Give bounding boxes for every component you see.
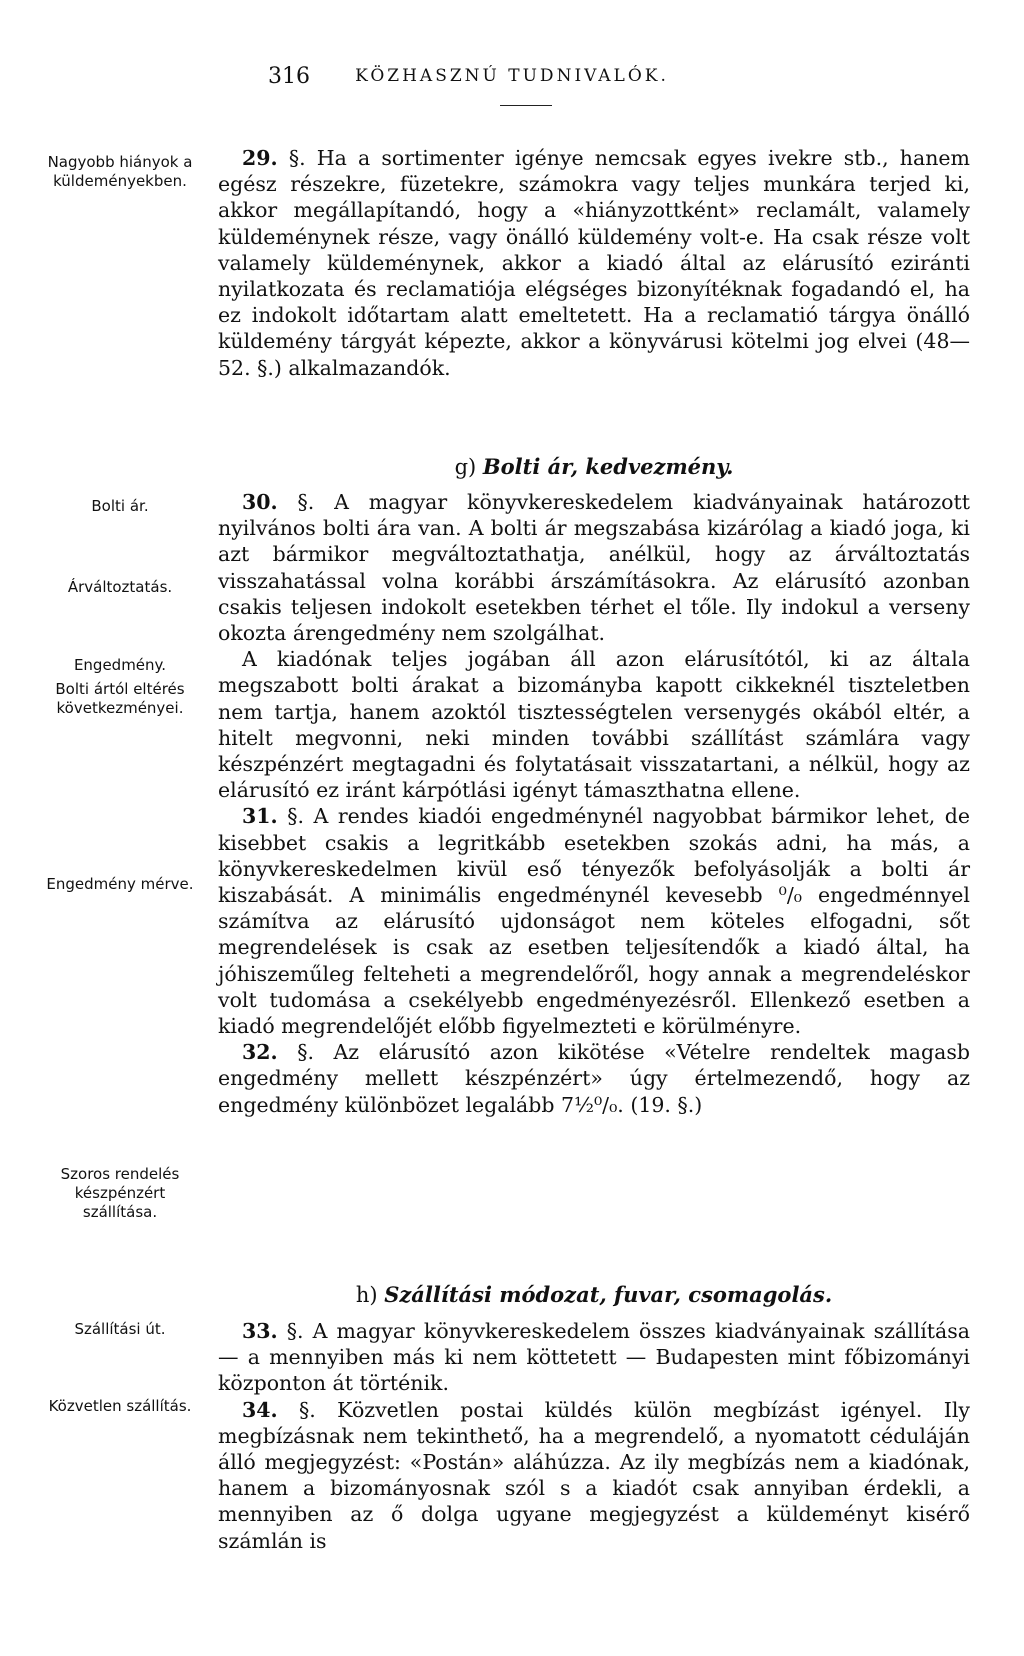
paragraph-30-continuation: A kiadónak teljes jogában áll azon elárusítótól, ki az általa megszabott bolti árakat a bizományba kapott cikkeknél tiszteletben nem tartja, hanem azoktól tisztességtelen versenygés okából eltér, a hitelt megvonni, neki minden további szállítást számlára vagy készpénzért megtagadni és folytatásait visszatartani, a nélkül, hogy az elárusító ez iránt kárpótlási igényt támaszthatna ellene. <box>218 647 970 803</box>
margin-note-engedmeny-merve: Engedmény mérve. <box>46 875 194 893</box>
section-number-34: 34. <box>242 1397 278 1422</box>
paragraphs-30-32 <box>218 489 970 1118</box>
margin-note-arvaltoztatas: Árváltoztatás. <box>67 578 173 596</box>
running-title: KÖZHASZNÚ TUDNIVALÓK. <box>355 66 669 86</box>
running-head <box>0 64 1024 94</box>
section-number-29: 29. <box>242 146 278 170</box>
paragraph-text: §. Közvetlen postai küldés külön megbízást igényel. Ily megbízásnak nem tekinthető, ha a megrendelő, a nyomatott céduláján álló megjegyzést: «Postán» aláhúzza. Az ily megbízás nem a kiadónak, hanem a bizományosnak szól s a kiadót csak annyiban érdekli, a mennyiben az ő dolga ugyane megjegyzést a küldeményt kisérő számlán is <box>218 1397 970 1553</box>
page-number: 316 <box>268 64 310 89</box>
paragraph-29 <box>218 145 970 381</box>
paragraph-text: §. A magyar könyvkereskedelem összes kiadványainak szállítása — a mennyiben más ki nem köttetett — Budapesten mint főbizományi központon át történik. <box>218 1319 970 1396</box>
margin-note-engedmeny: Engedmény. <box>73 656 167 674</box>
paragraph-text: §. Ha a sortimenter igénye nemcsak egyes ivekre stb., hanem egész részekre, füzetekre, számokra vagy teljes munkára terjed ki, akkor megállapítandó, hogy a «hiányzottként» reclamált, valamely küldeménynek része, vagy önálló küldemény volt-e. Ha csak része volt valamely küldeménynek, akkor a kiadó által az elárusító eziránti nyilatkozata és reclamatiója elégséges bizonyítéknak fogadandó el, ha ez indokolt időtartam alatt emeltetett. Ha a reclamatió tárgya önálló küldemény tárgyát képezte, akkor a könyvárusi kötelmi jog elvei (48—52. §.) alkalmazandók. <box>218 146 970 380</box>
margin-note-kozvetlen-szallitas: Közvetlen szállítás. <box>48 1397 192 1415</box>
section-heading-g <box>218 454 970 479</box>
header-rule <box>500 105 552 106</box>
margin-note-hianyok: Nagyobb hiányok a küldeményekben. <box>47 153 193 190</box>
section-number-32: 32. <box>242 1040 278 1065</box>
paragraph-text: §. A magyar könyvkereskedelem kiadványainak határozott nyilvános bolti ára van. A bolti ár megszabása kizárólag a kiadó joga, ki azt bármikor megváltoztathatja, anélkül, hogy az árváltoztatás visszahatással volna korábbi árszámításokra. Az elárusító azonban csakis teljesen indokolt esetekben térhet el tőle. Ily indokul a verseny okozta árengedmény nem szolgálhat. <box>218 490 970 646</box>
paragraph-text: §. Az elárusító azon kikötése «Vételre rendeltek magasb engedmény mellett készpénzért» úgy értelmezendő, hogy az engedmény különbözet legalább 7½⁰/₀. (19. §.) <box>218 1040 970 1117</box>
section-number-33: 33. <box>242 1319 278 1343</box>
section-label: h) <box>355 1283 378 1307</box>
margin-note-bolti-artol-elteres: Bolti ártól eltérés következményei. <box>55 680 185 717</box>
paragraph-text: §. A rendes kiadói engedménynél nagyobbat bármikor lehet, de kisebbet csakis a legritkább esetekben szokás adni, ha más, a könyvkereskedelmen kivül eső tényezők befolyásolják a bolti ár kiszabását. A minimális engedménynél kevesebb ⁰/₀ engedménnyel számítva az elárusító ujdonságot nem köteles elfogadni, sőt megrendelések is csak az esetben teljesítendők a kiadó által, ha jóhiszeműleg felteheti a megrendelőről, hogy annak a megrendeléskor volt tudomása a csekélyebb engedményezésről. Ellenkező esetben a kiadó megrendelőjét előbb figyelmezteti e körülményre. <box>218 804 970 1039</box>
margin-note-szallitasi-ut: Szállítási út. <box>74 1320 166 1338</box>
section-title: Szállítási módozat, fuvar, csomagolás. <box>384 1282 833 1307</box>
section-number-31: 31. <box>242 804 278 829</box>
section-label: g) <box>454 455 477 479</box>
section-heading-h <box>218 1282 970 1307</box>
paragraphs-33-34 <box>218 1318 970 1554</box>
margin-note-bolti-ar: Bolti ár. <box>91 497 149 515</box>
section-number-30: 30. <box>242 490 278 514</box>
margin-note-szoros-rendeles: Szoros rendelés készpénzért szállítása. <box>60 1165 180 1221</box>
section-title: Bolti ár, kedvezmény. <box>482 454 734 479</box>
